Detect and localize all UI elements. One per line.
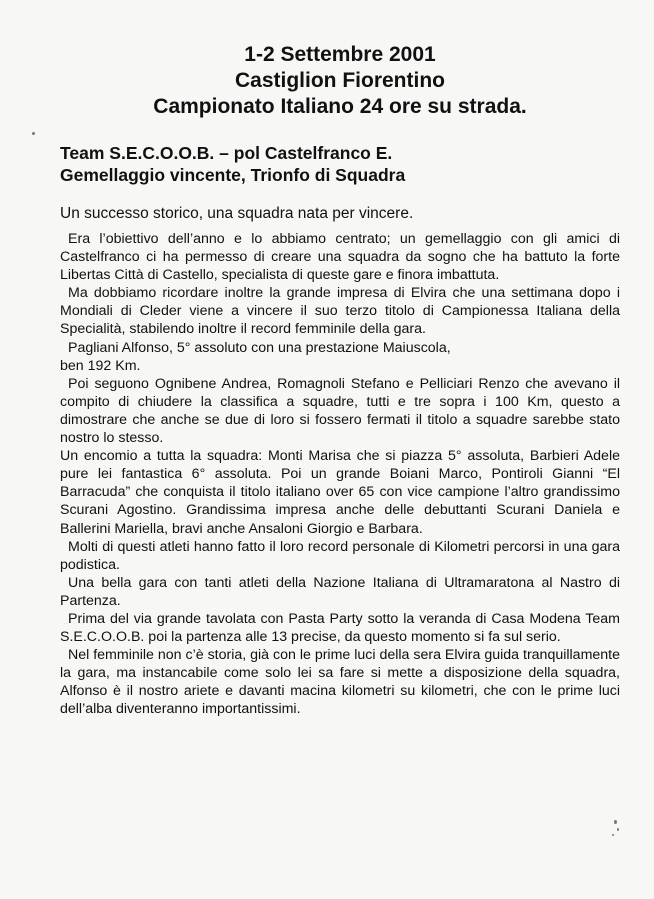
article-body	[60, 230, 620, 719]
title-location: Castiglion Fiorentino	[235, 69, 445, 92]
paragraph: Era l’obiettivo dell’anno e lo abbiamo centrato; un gemellaggio con gli amici di Castelfranco ci ha permesso di creare una squadra da sogno che ha battuto la forte Libertas Città di Castello, specialista di queste gare e finora imbattuta.	[60, 231, 620, 284]
scan-speck	[32, 132, 35, 135]
title-event: Campionato Italiano 24 ore su strada.	[153, 95, 527, 118]
paragraph: Pagliani Alfonso, 5° assoluto con una prestazione Maiuscola,	[68, 339, 451, 356]
paragraph: Prima del via grande tavolata con Pasta Party sotto la veranda di Casa Modena Team S.E.C.O.O.B. poi la partenza alle 13 precise, da questo momento si fa sul serio.	[60, 610, 620, 646]
paragraph: ben 192 Km.	[60, 357, 141, 374]
paragraph: Poi seguono Ognibene Andrea, Romagnoli Stefano e Pelliciari Renzo che avevano il compito di chiudere la classifica a squadre, tutti e tre sopra i 100 Km, questo a dimostrare che anche se due di loro si fossero fermati il titolo a squadre sarebbe stato nostro lo stesso.	[60, 375, 620, 447]
paragraph: Ma dobbiamo ricordare inoltre la grande impresa di Elvira che una settimana dopo i Mondiali di Cleder viene a vincere il suo terzo titolo di Campionessa Italiana della Specialità, stabilendo inoltre il record femminile della gara.	[60, 285, 620, 338]
article-subtitle	[60, 142, 620, 186]
paragraph: Un encomio a tutta la squadra: Monti Marisa che si piazza 5° assoluta, Barbieri Adele pure lei fantastica 6° assoluta. Poi un grande Boiani Marco, Pontiroli Gianni “El Barracuda” che conquista il titolo italiano over 65 con vice campione l’altro grandissimo Scurani Agostino. Grandissima impresa anche delle debuttanti Scurani Daniela e Ballerini Mariella, bravi anche Ansaloni Giorgio e Barbara.	[60, 448, 620, 537]
scan-speck	[612, 834, 614, 836]
paragraph: Molti di questi atleti hanno fatto il loro record personale di Kilometri percorsi in una gara podistica.	[60, 538, 620, 573]
scan-speck	[614, 820, 617, 824]
paragraph: Una bella gara con tanti atleti della Nazione Italiana di Ultramaratona al Nastro di Partenza.	[60, 574, 620, 609]
article-title	[60, 42, 620, 120]
title-date: 1-2 Settembre 2001	[244, 43, 436, 66]
subtitle-team: Team S.E.C.O.O.B. – pol Castelfranco E.	[60, 143, 393, 163]
scan-speck	[617, 828, 619, 831]
paragraph: Nel femminile non c’è storia, già con le prime luci della sera Elvira guida tranquillamente la gara, ma instancabile come solo lei sa fare si mette a disposizione della squadra, Alfonso è il nostro ariete e davanti macina kilometri su kilometri, che con le prime luci dell’alba diventeranno importantissimi.	[60, 647, 621, 718]
intro-sentence: Un successo storico, una squadra nata per vincere.	[60, 205, 414, 222]
subtitle-headline: Gemellaggio vincente, Trionfo di Squadra	[60, 165, 406, 185]
